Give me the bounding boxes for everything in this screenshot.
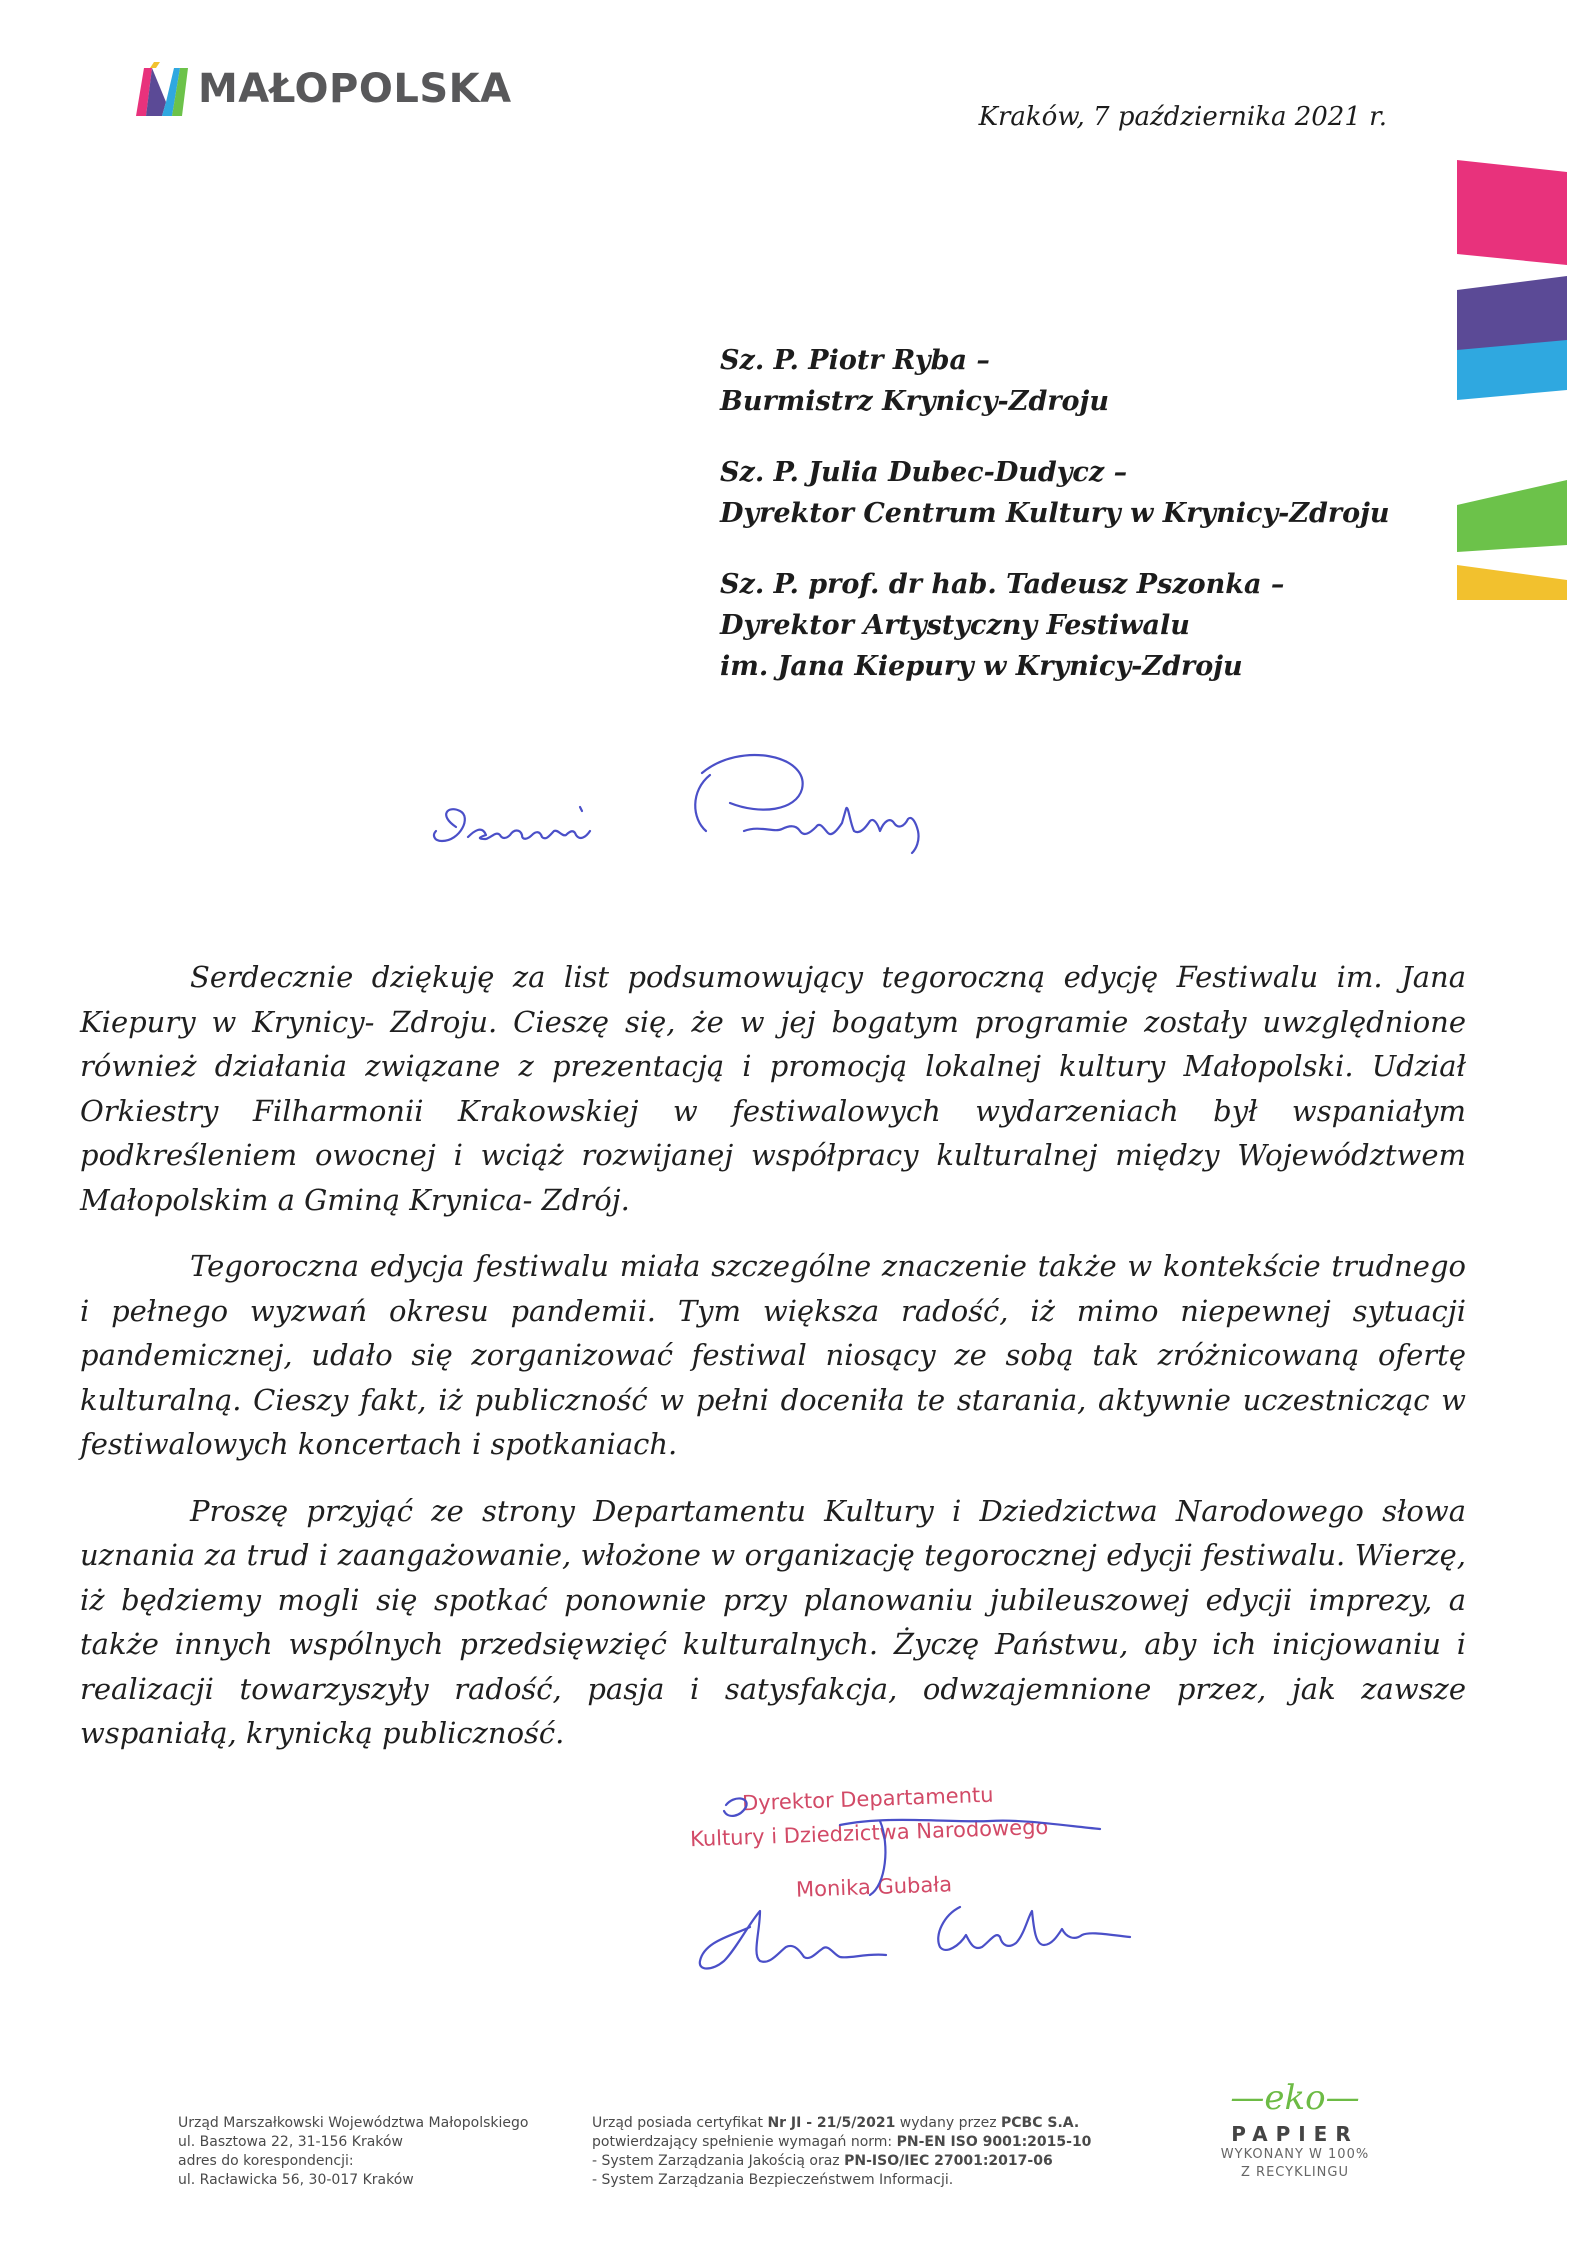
stripe-blue bbox=[1457, 340, 1567, 400]
recipient-title: Dyrektor Artystyczny Festiwalu bbox=[720, 610, 1190, 641]
recipients-block bbox=[720, 340, 1440, 717]
signature-stamp bbox=[689, 1782, 1150, 1995]
letter-body bbox=[80, 955, 1466, 1778]
footer-line: ul. Basztowa 22, 31-156 Kraków bbox=[178, 2134, 403, 2150]
footer-line bbox=[592, 2152, 1091, 2171]
certifying-body: PCBC S.A. bbox=[1001, 2115, 1080, 2131]
footer-line bbox=[592, 2133, 1091, 2152]
norm-iso-9001: PN-EN ISO 9001:2015-10 bbox=[896, 2134, 1092, 2150]
stripe-yellow bbox=[1457, 565, 1567, 600]
malopolska-logo bbox=[136, 62, 512, 116]
letter-date: Kraków, 7 października 2021 r. bbox=[978, 102, 1387, 132]
recipient-title: Burmistrz Krynicy-Zdroju bbox=[720, 386, 1109, 417]
body-paragraph-3: Proszę przyjąć ze strony Departamentu Kultury i Dziedzictwa Narodowego słowa uznania za trud i zaangażowanie, włożone w organizację tegorocznej edycji festiwalu. Wierzę, iż będziemy mogli się spotkać ponownie przy planowaniu jubileuszowej edycji imprezy, a także innych wspólnych przedsięwzięć kulturalnych. Życzę Państwu, aby ich inicjowaniu i realizacji towarzyszyły radość, pasja i satysfakcja, odwzajemnione przez, jak zawsze wspaniałą, krynicką publiczność. bbox=[80, 1493, 1466, 1750]
malopolska-logo-icon bbox=[136, 62, 188, 116]
eko-papier-mark bbox=[1200, 2080, 1390, 2182]
recipient-name: Sz. P. Piotr Ryba – bbox=[720, 345, 990, 376]
recipient-3 bbox=[720, 564, 1440, 687]
stamp-line-3: Monika Gubała bbox=[795, 1872, 953, 1902]
footer-line: adres do korespondencji: bbox=[178, 2153, 354, 2169]
body-paragraph-2: Tegoroczna edycja festiwalu miała szczególne znaczenie także w kontekście trudnego i pełnego wyzwań okresu pandemii. Tym większa radość, iż mimo niepewnej sytuacji pandemicznej, udało się zorganizować festiwal niosący ze sobą tak zróżnicowaną ofertę kulturalną. Cieszy fakt, iż publiczność w pełni doceniła te starania, aktywnie uczestnicząc w festiwalowych koncertach i spotkaniach. bbox=[80, 1249, 1466, 1461]
footer-text: wydany przez bbox=[895, 2115, 1001, 2131]
recipient-title: im. Jana Kiepury w Krynicy-Zdroju bbox=[720, 651, 1243, 682]
handwritten-greeting bbox=[430, 745, 990, 865]
stamp-line-1: Dyrektor Departamentu bbox=[741, 1782, 994, 1816]
eko-word: eko bbox=[1264, 2078, 1326, 2118]
stamp-line-2: Kultury i Dziedzictwa Narodowego bbox=[689, 1814, 1049, 1852]
eko-recycled-line-1: WYKONANY W 100% bbox=[1220, 2147, 1370, 2162]
eko-papier-label: PAPIER bbox=[1231, 2122, 1359, 2146]
footer-text: potwierdzający spełnienie wymagań norm: bbox=[592, 2134, 897, 2150]
recipient-name: Sz. P. Julia Dubec-Dudycz – bbox=[720, 457, 1128, 488]
eko-logo: —eko— bbox=[1230, 2078, 1360, 2118]
norm-iso-27001: PN-ISO/IEC 27001:2017-06 bbox=[844, 2153, 1053, 2169]
certificate-number: Nr JI - 21/5/2021 bbox=[767, 2115, 896, 2131]
recipient-1 bbox=[720, 340, 1440, 422]
handwritten-signature bbox=[690, 1782, 1150, 1995]
stripe-pink bbox=[1457, 160, 1567, 265]
stripe-green bbox=[1457, 480, 1567, 552]
eko-recycled-line-2: Z RECYKLINGU bbox=[1241, 2165, 1349, 2180]
footer-line: ul. Racławicka 56, 30-017 Kraków bbox=[178, 2172, 414, 2188]
decorative-color-stripes bbox=[1457, 160, 1567, 610]
body-paragraph-1: Serdecznie dziękuję za list podsumowujący tegoroczną edycję Festiwalu im. Jana Kiepury w Krynicy- Zdroju. Cieszę się, że w jej bogatym programie zostały uwzględnione również działania związane z prezentacją i promocją lokalnej kultury Małopolski. Udział Orkiestry Filharmonii Krakowskiej w festiwalowych wydarzeniach był wspaniałym podkreśleniem owocnej i wciąż rozwijanej współpracy kulturalnej między Województwem Małopolskim a Gminą Krynica- Zdrój. bbox=[80, 960, 1466, 1217]
recipient-title: Dyrektor Centrum Kultury w Krynicy-Zdroju bbox=[720, 498, 1390, 529]
footer-line: - System Zarządzania Bezpieczeństwem Informacji. bbox=[592, 2172, 954, 2188]
footer-certification bbox=[592, 2114, 1091, 2190]
logo-wordmark: MAŁOPOLSKA bbox=[198, 66, 512, 112]
footer-address bbox=[178, 2114, 528, 2190]
recipient-2 bbox=[720, 452, 1440, 534]
recipient-name: Sz. P. prof. dr hab. Tadeusz Pszonka – bbox=[720, 569, 1285, 600]
footer-line bbox=[592, 2114, 1091, 2133]
footer-line: Urząd Marszałkowski Województwa Małopolskiego bbox=[178, 2115, 529, 2131]
footer-text: Urząd posiada certyfikat bbox=[592, 2115, 768, 2131]
footer-text: - System Zarządzania Jakością oraz bbox=[592, 2153, 845, 2169]
